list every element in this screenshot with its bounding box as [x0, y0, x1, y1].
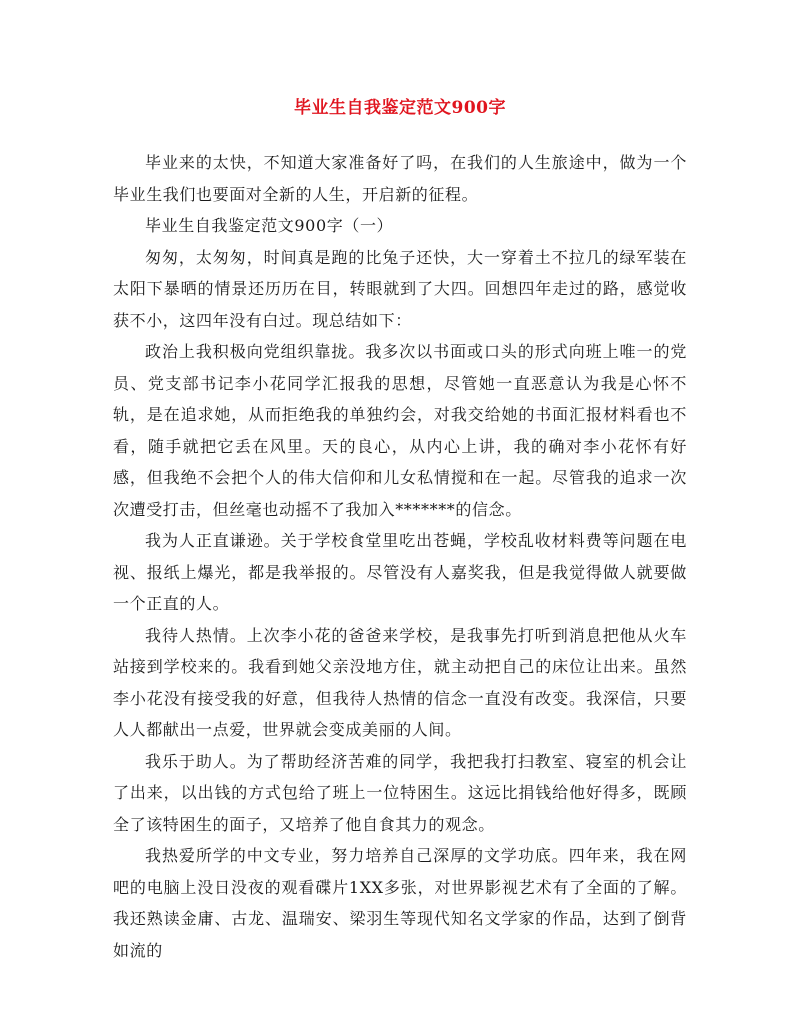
- paragraph-intro: 毕业来的太快，不知道大家准备好了吗，在我们的人生旅途中，做为一个毕业生我们也要面对全新的人生，开启新的征程。: [113, 153, 687, 204]
- document-title: 毕业生自我鉴定范文900字: [294, 98, 506, 118]
- paragraph-helpful: 我乐于助人。为了帮助经济苦难的同学，我把我打扫教室、寝室的机会让了出来，以出钱的方式包给了班上一位特困生。这远比捐钱给他好得多，既顾全了该特困生的面子，又培养了他自食其力的观念。: [113, 751, 687, 834]
- paragraph-integrity: 我为人正直谦逊。关于学校食堂里吃出苍蝇，学校乱收材料费等问题在电视、报纸上爆光，都是我举报的。尽管没有人嘉奖我，但是我觉得做人就要做一个正直的人。: [113, 531, 687, 613]
- paragraph-major: 我热爱所学的中文专业，努力培养自己深厚的文学功底。四年来，我在网吧的电脑上没日没夜的观看碟片1XX多张，对世界影视艺术有了全面的了解。我还熟读金庸、古龙、温瑞安、梁羽生等现代知名文学家的作品，达到了倒背如流的: [113, 846, 687, 960]
- paragraph-politics: 政治上我积极向党组织靠拢。我多次以书面或口头的形式向班上唯一的党员、党支部书记李小花同学汇报我的思想，尽管她一直恶意认为我是心怀不轨，是在追求她，从而拒绝我的单独约会，对我交给她的书面汇报材料看也不看，随手就把它丢在风里。天的良心，从内心上讲，我的确对李小花怀有好感，但我绝不会把个人的伟大信仰和儿女私情搅和在一起。尽管我的追求一次次遭受打击，但丝毫也动摇不了我加入*******的信念。: [113, 342, 687, 519]
- paragraph-section-heading: 毕业生自我鉴定范文900字（一）: [145, 216, 394, 235]
- paragraph-warmth: 我待人热情。上次李小花的爸爸来学校，是我事先打听到消息把他从火车站接到学校来的。我看到她父亲没地方住，就主动把自己的床位让出来。虽然李小花没有接受我的好意，但我待人热情的信念一直没有改变。我深信，只要人人都献出一点爱，世界就会变成美丽的人间。: [113, 625, 687, 739]
- document-page: [113, 96, 687, 966]
- paragraph-time: 匆匆，太匆匆，时间真是跑的比兔子还快，大一穿着土不拉几的绿军装在太阳下暴晒的情景还历历在目，转眼就到了大四。回想四年走过的路，感觉收获不小，这四年没有白过。现总结如下：: [113, 247, 687, 330]
